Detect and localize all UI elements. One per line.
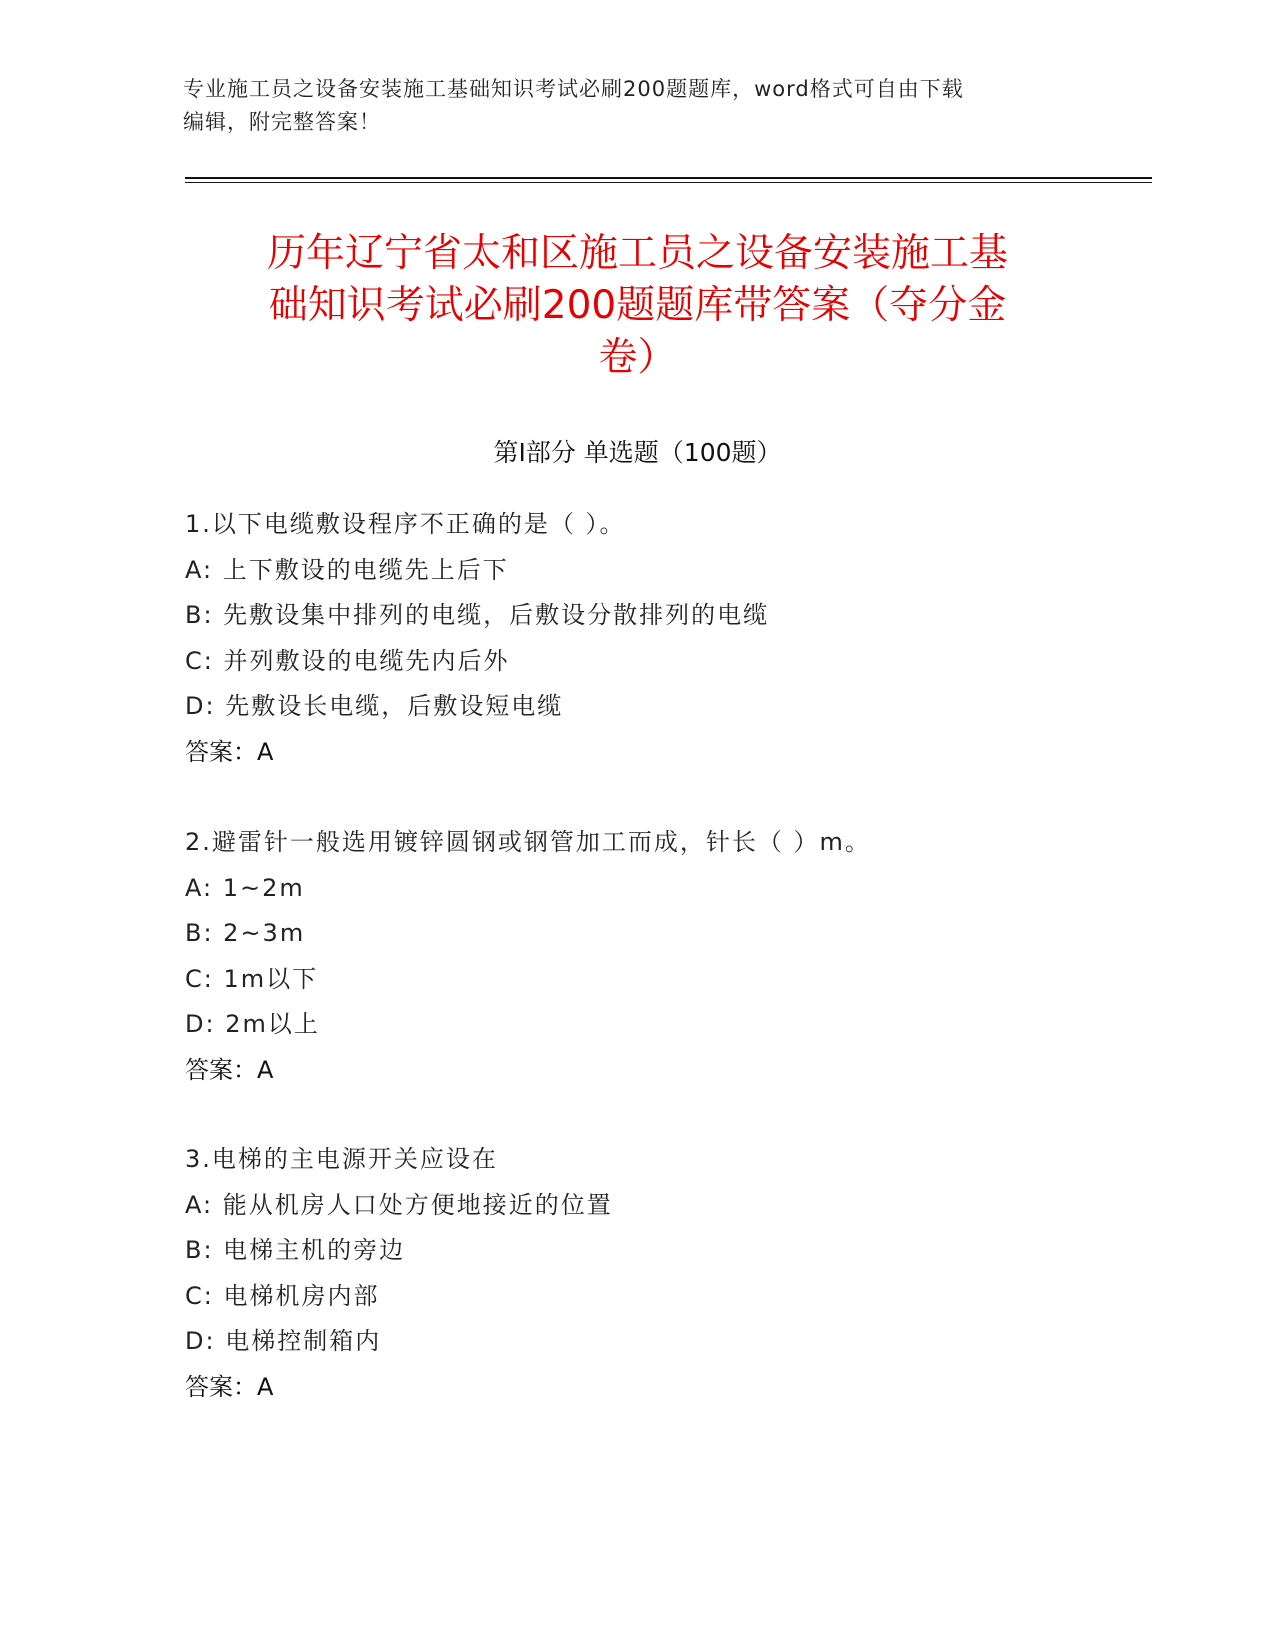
header-note-line-2: 编辑，附完整答案！ <box>183 110 381 134</box>
question-stem: 3.电梯的主电源开关应设在 <box>185 1145 498 1173</box>
answer <box>185 1048 1135 1094</box>
option-b: B: 先敷设集中排列的电缆，后敷设分散排列的电缆 <box>185 601 770 629</box>
answer-value: A <box>257 737 274 766</box>
option-d: D: 电梯控制箱内 <box>185 1327 382 1355</box>
header-note <box>183 73 1083 139</box>
question-stem: 1.以下电缆敷设程序不正确的是（ ）。 <box>185 510 626 538</box>
document-title-line-3: 卷） <box>598 335 677 380</box>
header-divider-thick <box>185 177 1152 179</box>
question-stem: 2.避雷针一般选用镀锌圆钢或钢管加工而成，针长（ ）m。 <box>185 828 871 856</box>
option-c: C: 并列敷设的电缆先内后外 <box>185 646 510 675</box>
header-divider-thin <box>185 182 1152 183</box>
document-title <box>190 228 1085 384</box>
document-title-line-2: 础知识考试必刷200题题库带答案（夺分金 <box>268 283 1007 328</box>
answer-label: 答案： <box>185 737 257 766</box>
option-a: A: 1~2m <box>185 873 305 902</box>
answer-label: 答案： <box>185 1055 257 1084</box>
option-a: A: 能从机房人口处方便地接近的位置 <box>185 1190 613 1219</box>
option-d: D: 2m以上 <box>185 1010 320 1038</box>
option-c: C: 电梯机房内部 <box>185 1281 380 1310</box>
answer-value: A <box>257 1372 274 1401</box>
option-d: D: 先敷设长电缆，后敷设短电缆 <box>185 692 564 720</box>
document-title-line-1: 历年辽宁省太和区施工员之设备安装施工基 <box>266 231 1008 276</box>
answer <box>185 730 1135 776</box>
option-b: B: 2~3m <box>185 919 306 947</box>
header-note-line-1: 专业施工员之设备安装施工基础知识考试必刷200题题库，word格式可自由下载 <box>183 77 964 101</box>
option-b: B: 电梯主机的旁边 <box>185 1236 406 1264</box>
section-heading: 第Ⅰ部分 单选题（100题） <box>493 438 782 467</box>
question-1 <box>185 502 1135 775</box>
option-a: A: 上下敷设的电缆先上后下 <box>185 555 509 584</box>
answer <box>185 1365 1135 1411</box>
option-c: C: 1m以下 <box>185 964 319 993</box>
answer-value: A <box>257 1055 274 1084</box>
question-2 <box>185 820 1135 1093</box>
question-3 <box>185 1137 1135 1410</box>
answer-label: 答案： <box>185 1372 257 1401</box>
